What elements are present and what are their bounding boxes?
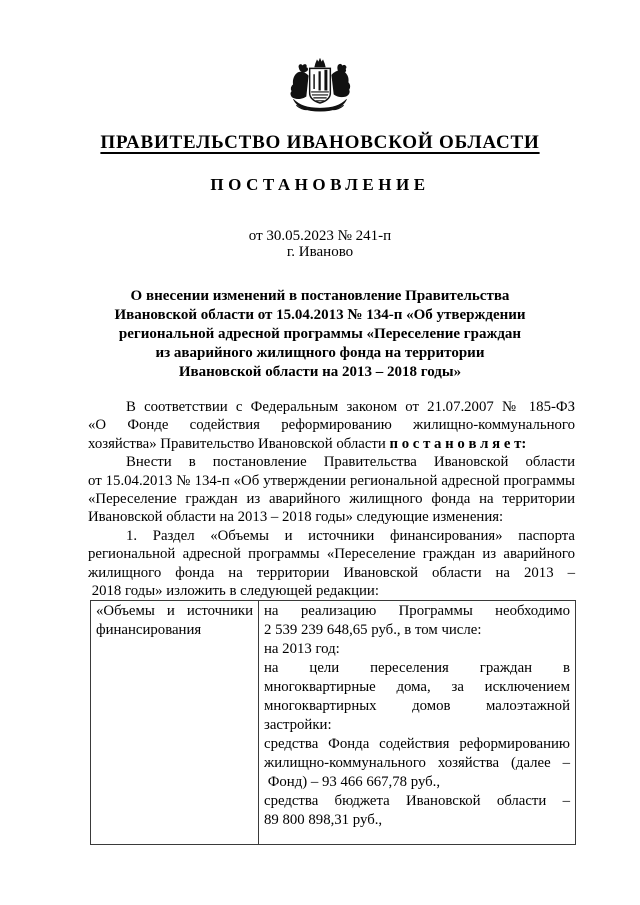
table-cell-paragraph: на реализацию Программы необходимо 2 539 239 648,65 руб., в том числе:: [264, 603, 570, 639]
doc-title-line: Ивановской области от 15.04.2013 № 134-п «Об утверждении: [114, 307, 526, 323]
coat-of-arms-icon: [283, 58, 357, 120]
doc-title-line: Ивановской области на 2013 – 2018 годы»: [178, 364, 462, 380]
paragraph-preamble: [88, 398, 575, 453]
org-name: ПРАВИТЕЛЬСТВО ИВАНОВСКОЙ ОБЛАСТИ: [100, 132, 540, 153]
table-cell-paragraph: средства Фонда содействия реформированию жилищно-коммунального хозяйства (далее – Фонд) – 93 466 667,78 руб.,: [264, 736, 570, 791]
resolves-keyword: п о с т а н о в л я е т:: [389, 435, 527, 452]
table-cell-section-label: «Объемы и источники финансирования: [91, 601, 259, 845]
preamble-text: В соответствии с Федеральным законом от 21.07.2007 № 185-ФЗ «О Фонде содействия реформированию жилищно-коммунального хозяйства» Правительство Ивановской области: [88, 399, 575, 452]
document-body: [0, 398, 640, 845]
paragraph-amendment-intro: Внести в постановление Правительства Ивановской области от 15.04.2013 № 134-п «Об утверждении региональной адресной программы «Переселение граждан из аварийного жилищного фонда на территории Ивановской области на 2013 – 2018 годы» следующие изменения:: [88, 454, 575, 526]
coat-of-arms: [0, 0, 640, 120]
paragraph-item-1: 1. Раздел «Объемы и источники финансирования» паспорта региональной адресной программы «Переселение граждан из аварийного жилищного фонда на территории Ивановской области на 2013 – 2018 годы» изложить в следующей редакции:: [88, 527, 575, 600]
doc-title-line: О внесении изменений в постановление Правительства: [130, 288, 510, 304]
table-cell-paragraph: на цели переселения граждан в многоквартирные дома, за исключением многоквартирных домов малоэтажной застройки:: [264, 660, 570, 734]
doc-type: ПОСТАНОВЛЕНИЕ: [210, 175, 430, 194]
doc-title-line: региональной адресной программы «Переселение граждан: [118, 326, 522, 342]
table-cell-paragraph: средства бюджета Ивановской области – 89 800 898,31 руб.,: [264, 793, 570, 829]
doc-title: [0, 287, 640, 382]
city: г. Иваново: [286, 244, 354, 260]
doc-title-line: из аварийного жилищного фонда на территории: [155, 345, 485, 361]
table-cell-paragraph: на 2013 год:: [264, 641, 340, 658]
amendment-table: [90, 600, 576, 845]
date-block: [0, 228, 640, 260]
table-cell-section-text: [259, 601, 576, 845]
table-row: [91, 601, 576, 845]
date-number: от 30.05.2023 № 241-п: [248, 228, 392, 244]
